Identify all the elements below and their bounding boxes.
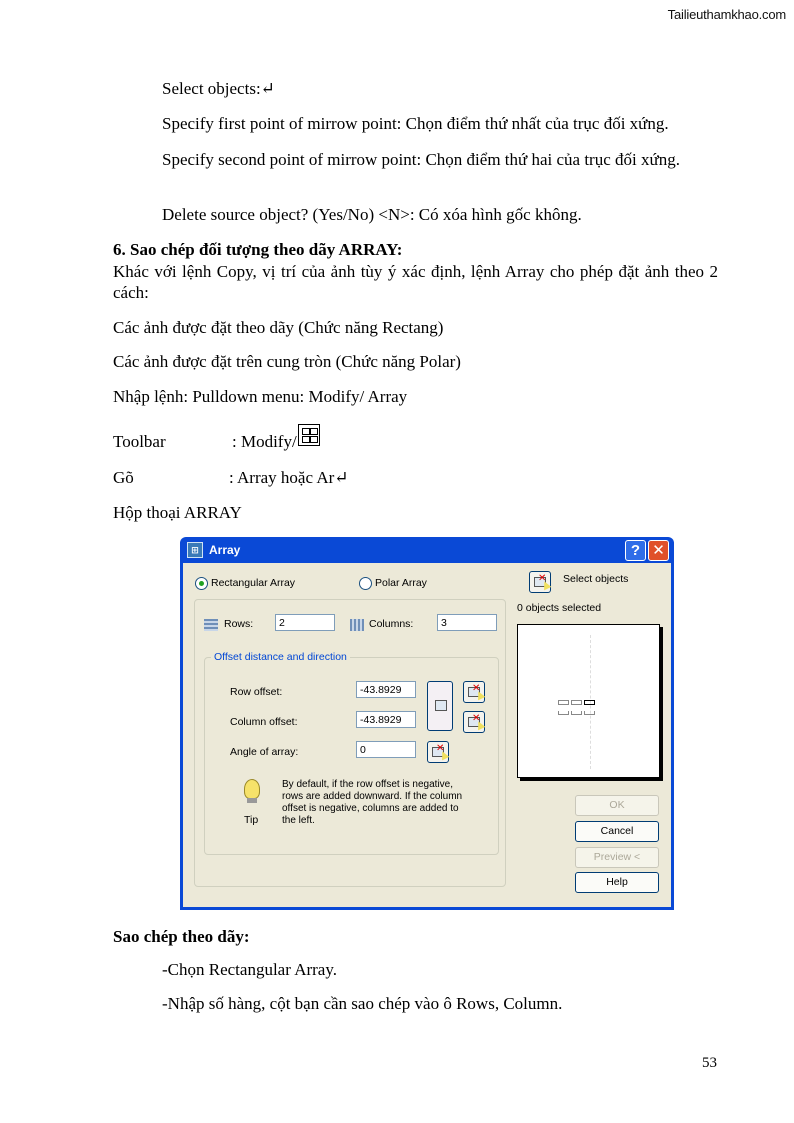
pick-both-icon [435,700,447,711]
angle-label: Angle of array: [230,746,299,758]
select-objects-label: Select objects [563,573,629,585]
text-type-label: Gõ [113,468,134,487]
row-offset-label: Row offset: [230,686,283,698]
text-second-point: Specify second point of mirrow point: Chọn điểm thứ hai của trục đối xứng. [162,150,680,169]
polar-array-radio[interactable] [359,577,372,590]
objects-selected-count: 0 objects selected [517,602,602,614]
polar-array-label: Polar Array [375,577,427,589]
offset-group-title: Offset distance and direction [211,651,350,663]
text-toolbar-label: Toolbar [113,432,166,451]
help-title-button[interactable]: ? [625,540,646,561]
columns-label: Columns: [369,618,414,630]
column-offset-label: Column offset: [230,716,298,728]
close-button[interactable]: ✕ [648,540,669,561]
select-objects-button[interactable]: ✕ [529,571,551,593]
tip-text: By default, if the row offset is negative, rows are added downward. If the column offset is negative, columns are added to the left. [282,779,463,826]
tip-bulb-base-icon [247,798,257,803]
toolbar-value: : Modify/ [232,432,297,451]
text-select-objects: Select objects:↵ [162,79,275,98]
preview-item [571,711,582,715]
preview-item [558,700,569,705]
columns-input[interactable]: 3 [437,614,497,631]
preview-pane [517,624,660,778]
text-first-point: Specify first point of mirrow point: Chọn điểm thứ nhất của trục đối xứng. [162,114,669,133]
column-offset-input[interactable]: -43.8929 [356,711,416,728]
text-polar: Các ảnh được đặt trên cung tròn (Chức năng Polar) [113,352,461,371]
preview-item [571,700,582,705]
rows-input[interactable]: 2 [275,614,335,631]
pick-angle-button[interactable]: ✕ [427,741,449,763]
text-dialog-caption: Hộp thoại ARRAY [113,503,242,522]
dialog-title: Array [209,543,241,557]
section-heading: 6. Sao chép đối tượng theo dãy ARRAY: [113,240,403,259]
columns-icon [350,619,364,631]
pick-column-offset-button[interactable]: ✕ [463,711,485,733]
text-type-value: : Array hoặc Ar↵ [229,468,349,487]
dialog-titlebar [183,537,671,563]
preview-button[interactable]: Preview < [575,847,659,868]
text-rectang: Các ảnh được đặt theo dãy (Chức năng Rectang) [113,318,444,337]
tip-label: Tip [244,814,259,826]
angle-input[interactable]: 0 [356,741,416,758]
preview-item [558,711,569,715]
text-step1: -Chọn Rectangular Array. [162,960,337,979]
rows-label: Rows: [224,618,254,630]
page-number: 53 [702,1055,717,1071]
array-toolbar-icon [298,424,320,446]
rectangular-array-radio[interactable] [195,577,208,590]
text-pulldown: Nhập lệnh: Pulldown menu: Modify/ Array [113,387,408,406]
row-offset-input[interactable]: -43.8929 [356,681,416,698]
preview-item-selected [584,700,595,705]
app-icon: ⊞ [187,542,203,558]
dialog-body [183,563,671,907]
text-step2: -Nhập số hàng, cột bạn cần sao chép vào ô Rows, Column. [162,994,563,1013]
preview-item [584,711,595,715]
pick-both-offsets-button[interactable] [427,681,453,731]
watermark: Tailieuthamkhao.com [667,7,786,22]
text-intro: Khác với lệnh Copy, vị trí của ảnh tùy ý xác định, lệnh Array cho phép đặt ảnh theo 2 cách: [113,262,718,302]
rectangular-array-label: Rectangular Array [211,577,296,589]
help-button[interactable]: Help [575,872,659,893]
ok-button[interactable]: OK [575,795,659,816]
array-dialog [180,537,674,910]
tip-bulb-icon [244,779,260,799]
pick-row-offset-button[interactable]: ✕ [463,681,485,703]
sub-heading: Sao chép theo dãy: [113,927,250,946]
text-toolbar-value [232,432,320,454]
text-delete-source: Delete source object? (Yes/No) <N>: Có xóa hình gốc không. [162,205,582,224]
cancel-button[interactable]: Cancel [575,821,659,842]
rows-icon [204,619,218,631]
